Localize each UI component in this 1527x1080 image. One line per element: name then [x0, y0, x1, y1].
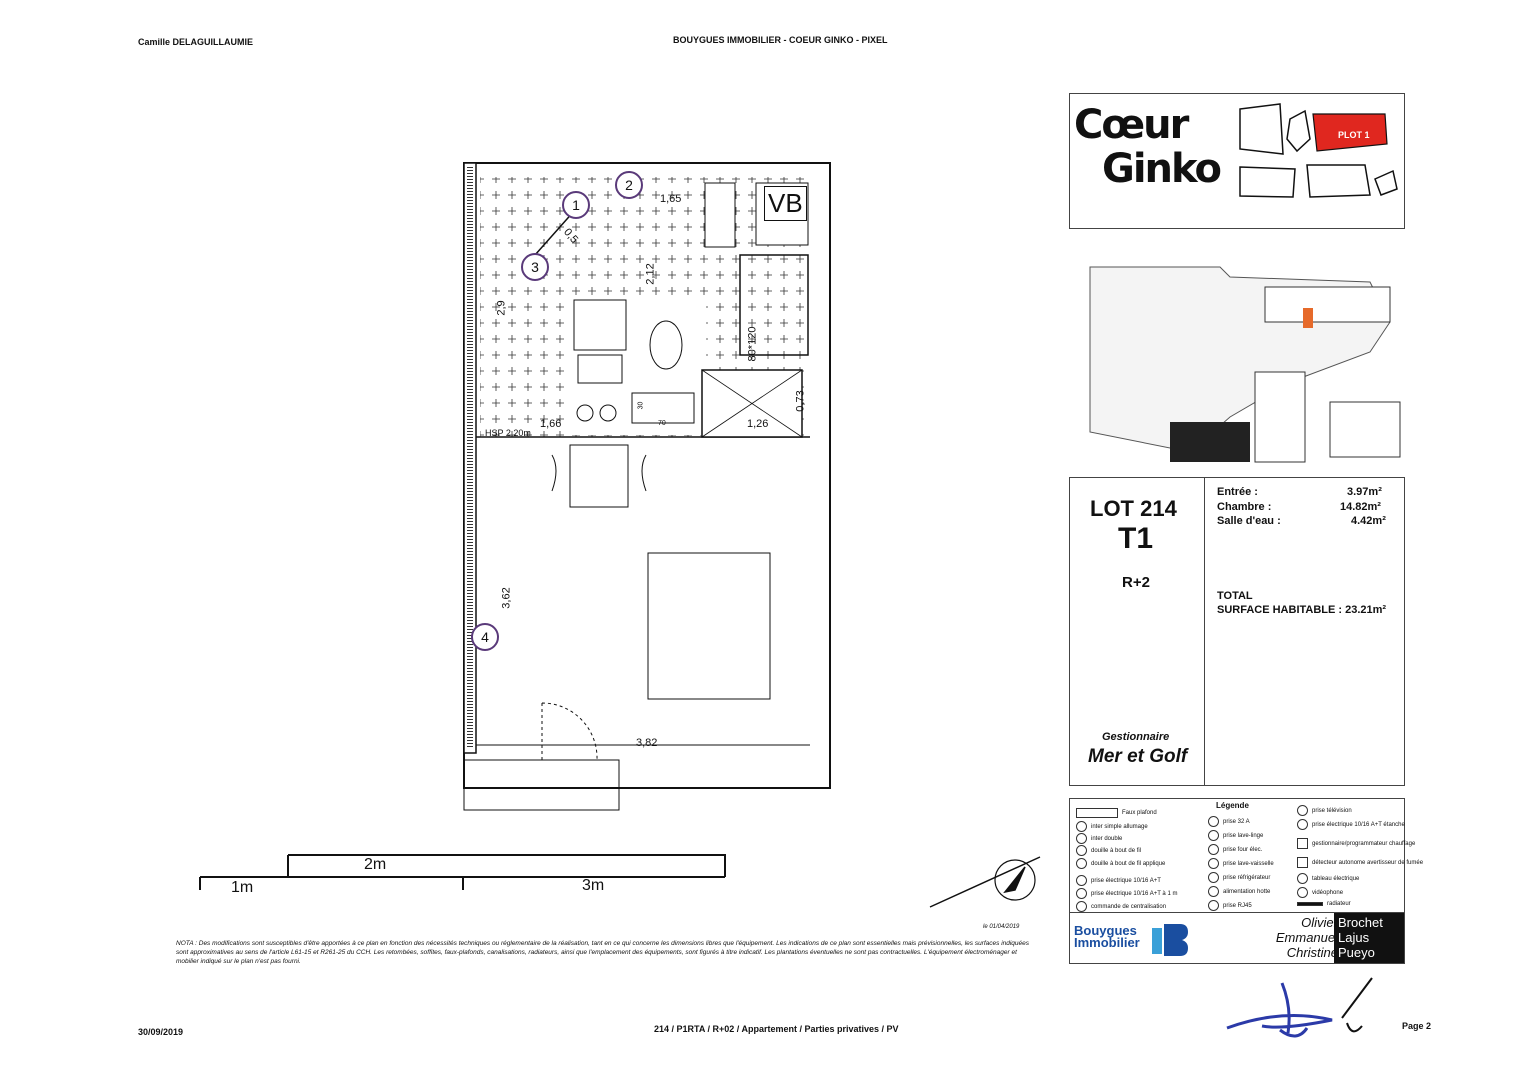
company-line2: Immobilier	[1074, 935, 1140, 950]
socket-high-icon	[1076, 888, 1087, 899]
lot-number: LOT 214	[1090, 496, 1177, 521]
dim-label: 1,65	[660, 193, 682, 205]
dim-label: 0,73	[794, 390, 807, 412]
dishwasher-icon	[1208, 858, 1219, 869]
radiator-icon	[1297, 902, 1323, 906]
page-number: Page 2	[1402, 1021, 1432, 1031]
project-title: BOUYGUES IMMOBILIER - COEUR GINKO - PIXEL	[673, 35, 888, 45]
architect-last: Lajus	[1338, 930, 1370, 945]
waterproof-socket-icon	[1297, 819, 1308, 830]
legend-label: douille à bout de fil	[1091, 847, 1142, 854]
site-map	[1070, 262, 1410, 467]
date-stamp: le 01/04/2019	[983, 924, 1020, 930]
dim-label: 0,5	[561, 226, 581, 246]
floor-plan	[440, 155, 840, 815]
scale-label: 2m	[364, 856, 387, 873]
lot-floor: R+2	[1122, 574, 1150, 591]
compass-icon	[925, 852, 1045, 912]
dim-label: HSP 2.20m	[485, 428, 531, 438]
room-area: 3.97m²	[1347, 486, 1382, 498]
legend-label: prise lave-vaisselle	[1223, 860, 1274, 867]
signature	[1222, 968, 1382, 1048]
manager-label: Gestionnaire	[1102, 731, 1170, 743]
author-name: Camille DELAGUILLAUMIE	[138, 37, 254, 47]
dim-label: 70	[658, 420, 666, 427]
electric-panel-icon	[1297, 873, 1308, 884]
logo-box	[1069, 93, 1405, 229]
room-area: 14.82m²	[1340, 501, 1381, 513]
legend-label: prise lave-linge	[1223, 832, 1264, 839]
tv-icon	[1297, 805, 1308, 816]
fridge-icon	[1208, 872, 1219, 883]
dim-label: 2,12	[644, 263, 657, 285]
legend-label: vidéophone	[1312, 889, 1344, 896]
room-name: Entrée :	[1217, 486, 1258, 498]
lot-info	[1069, 477, 1405, 786]
scale-label: 3m	[582, 877, 605, 894]
socket-32a-icon	[1208, 816, 1219, 827]
room-name: Salle d'eau :	[1217, 515, 1281, 527]
light-icon	[1076, 845, 1087, 856]
legend-label: prise électrique 10/16 A+T	[1091, 877, 1161, 884]
room-area: 4.42m²	[1351, 515, 1386, 527]
brand-logo-line1: Cœur	[1074, 102, 1188, 148]
legend-label: prise électrique 10/16 A+T étanche	[1312, 821, 1405, 828]
lot-type: T1	[1118, 522, 1154, 555]
architect-first: Emmanuel	[1275, 930, 1338, 945]
disclaimer-note: NOTA : Des modifications sont susceptibles d'être apportées à ce plan en fonction des nécessités techniques ou réglementaire de la réalisation, tant en ce qui concerne les dimensions libres que l'équipement. Les indications de ce plan sont essentielles mais prévisionnelles, les surfaces indiquées sont approximatives au sens de l'article L61-15 et R261-25 du CCH. Les retombées, soffites, faux-plafonds, canalisations, radiateurs, ainsi que l'emplacement des équipements, sont figurés à titre indicatif. Les plantations éventuelles ne sont pas contractuelles. L'équipement électroménager et mobilier indiqué sur le plan n'est pas fourni.	[176, 940, 1030, 965]
scale-label: 1m	[231, 879, 254, 896]
legend-label: gestionnaire/programmateur chauffage	[1312, 840, 1416, 847]
legend-label: commande de centralisation	[1091, 903, 1167, 910]
oven-icon	[1208, 844, 1219, 855]
legend-label: inter simple allumage	[1091, 823, 1148, 830]
marker: 2	[615, 171, 643, 199]
rj45-icon	[1208, 900, 1219, 911]
total-label: TOTAL	[1217, 590, 1253, 602]
bouygues-logo-icon	[1150, 922, 1190, 958]
switch-icon	[1076, 821, 1087, 832]
dim-label: 2,9	[495, 300, 508, 316]
legend-label: inter double	[1091, 835, 1123, 842]
room-name: Chambre :	[1217, 501, 1272, 513]
legend-label: douille à bout de fil applique	[1091, 860, 1166, 867]
faux-plafond-icon	[1076, 808, 1118, 818]
videophone-icon	[1297, 887, 1308, 898]
legend-label: prise réfrigérateur	[1223, 874, 1271, 881]
room-label-vb: VB	[764, 186, 807, 221]
thermostat-icon	[1297, 838, 1308, 849]
marker: 3	[521, 253, 549, 281]
hood-icon	[1208, 886, 1219, 897]
marker: 1	[562, 191, 590, 219]
architects	[1270, 915, 1400, 960]
washing-machine-icon	[1208, 830, 1219, 841]
legend-label: prise RJ45	[1223, 902, 1252, 909]
legend-label: tableau électrique	[1312, 875, 1360, 882]
dim-label: 1,66	[540, 418, 562, 430]
legend-title: Légende	[1216, 801, 1249, 810]
footer-reference: 214 / P1RTA / R+02 / Appartement / Parties privatives / PV	[654, 1024, 899, 1034]
legend-label: radiateur	[1327, 901, 1351, 907]
marker: 4	[471, 623, 499, 651]
legend-label: prise télévision	[1312, 807, 1352, 814]
legend	[1069, 798, 1424, 914]
double-switch-icon	[1076, 833, 1087, 844]
scale-bar	[195, 852, 735, 892]
site-sketch	[1235, 99, 1400, 209]
architect-last: Pueyo	[1338, 945, 1375, 960]
legend-label: détecteur autonome avertisseur de fumée	[1312, 859, 1424, 866]
dim-label: 1,26	[747, 418, 769, 430]
architect-last: Brochet	[1338, 915, 1383, 930]
wall-light-icon	[1076, 858, 1087, 869]
manager-name: Mer et Golf	[1088, 746, 1188, 767]
smoke-detector-icon	[1297, 857, 1308, 868]
credits-box	[1069, 912, 1405, 964]
brand-logo-line2: Ginko	[1102, 146, 1221, 192]
legend-label: prise électrique 10/16 A+T à 1 m	[1091, 890, 1178, 897]
company-line1: Bouygues	[1074, 923, 1137, 938]
footer-date: 30/09/2019	[138, 1027, 184, 1037]
architect-first: Olivier	[1301, 915, 1338, 930]
dim-label: 3,62	[500, 587, 513, 609]
socket-icon	[1076, 875, 1087, 886]
central-control-icon	[1076, 901, 1087, 912]
legend-label: Faux plafond	[1122, 810, 1157, 816]
dim-label: 80*120	[746, 326, 759, 362]
company-logo	[1074, 925, 1140, 949]
plot-label: PLOT 1	[1338, 130, 1370, 140]
dim-label: 30	[637, 401, 645, 410]
architect-first: Christine	[1286, 945, 1338, 960]
dim-label: 3,82	[636, 737, 658, 749]
legend-label: alimentation hotte	[1223, 888, 1271, 895]
legend-label: prise 32 A	[1223, 818, 1250, 825]
total-surface: SURFACE HABITABLE : 23.21m²	[1217, 604, 1387, 616]
legend-label: prise four élec.	[1223, 846, 1263, 853]
